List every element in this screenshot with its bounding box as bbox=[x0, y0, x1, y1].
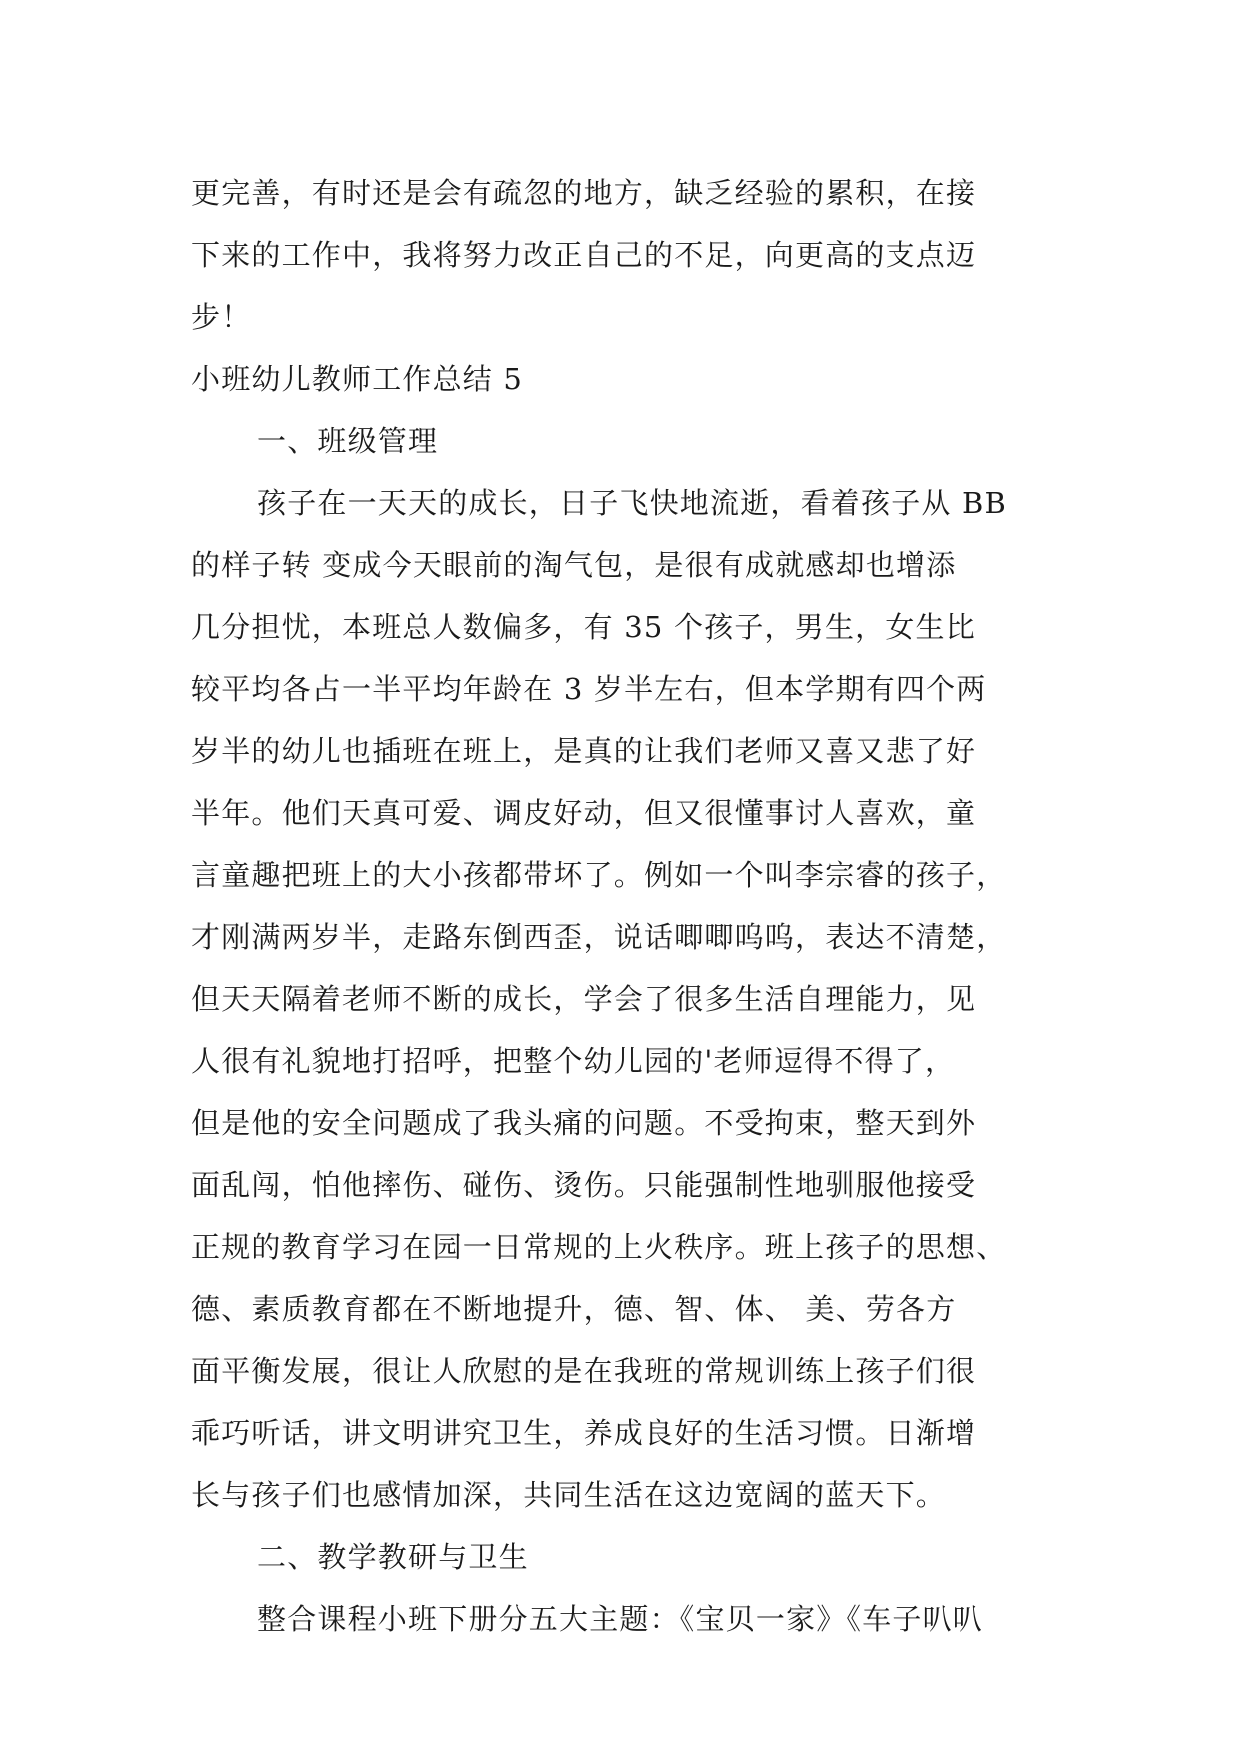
paragraph-line: 面乱闯，怕他摔伤、碰伤、烫伤。只能强制性地驯服他接受 bbox=[191, 1168, 977, 1202]
paragraph-line: 长与孩子们也感情加深，共同生活在这边宽阔的蓝天下。 bbox=[191, 1478, 947, 1512]
paragraph-line: 但天天隔着老师不断的成长，学会了很多生活自理能力，见 bbox=[191, 982, 977, 1016]
section-title: 小班幼儿教师工作总结 5 bbox=[191, 362, 524, 396]
paragraph-line: 德、素质教育都在不断地提升，德、智、体、 美、劳各方 bbox=[191, 1292, 957, 1326]
paragraph-line: 下来的工作中，我将努力改正自己的不足，向更高的支点迈 bbox=[191, 238, 977, 272]
paragraph-line: 步！ bbox=[191, 300, 252, 334]
subsection-heading: 二、教学教研与卫生 bbox=[257, 1540, 529, 1574]
paragraph-line: 但是他的安全问题成了我头痛的问题。不受拘束，整天到外 bbox=[191, 1106, 977, 1140]
paragraph-line: 人很有礼貌地打招呼，把整个幼儿园的'老师逗得不得了， bbox=[191, 1044, 956, 1078]
paragraph-line: 才刚满两岁半，走路东倒西歪，说话唧唧呜呜，表达不清楚， bbox=[191, 920, 1007, 954]
paragraph-line: 正规的教育学习在园一日常规的上火秩序。班上孩子的思想、 bbox=[191, 1230, 1007, 1264]
paragraph-line: 的样子转 变成今天眼前的淘气包，是很有成就感却也增添 bbox=[191, 548, 957, 582]
paragraph-line: 面平衡发展，很让人欣慰的是在我班的常规训练上孩子们很 bbox=[191, 1354, 977, 1388]
document-body bbox=[191, 162, 1051, 1650]
paragraph-line: 整合课程小班下册分五大主题：《宝贝一家》《车子叭叭 bbox=[257, 1602, 984, 1636]
paragraph-line: 言童趣把班上的大小孩都带坏了。例如一个叫李宗睿的孩子， bbox=[191, 858, 1007, 892]
paragraph-line: 几分担忧，本班总人数偏多，有 35 个孩子，男生，女生比 bbox=[191, 610, 976, 644]
paragraph-line: 更完善，有时还是会有疏忽的地方，缺乏经验的累积，在接 bbox=[191, 176, 977, 210]
paragraph-line: 较平均各占一半平均年龄在 3 岁半左右，但本学期有四个两 bbox=[191, 672, 987, 706]
paragraph-line: 半年。他们天真可爱、调皮好动，但又很懂事讨人喜欢，童 bbox=[191, 796, 977, 830]
paragraph-line: 岁半的幼儿也插班在班上，是真的让我们老师又喜又悲了好 bbox=[191, 734, 977, 768]
paragraph-line: 孩子在一天天的成长，日子飞快地流逝，看着孩子从 BB bbox=[257, 486, 1008, 520]
subsection-heading: 一、班级管理 bbox=[257, 424, 439, 458]
paragraph-line: 乖巧听话，讲文明讲究卫生，养成良好的生活习惯。日渐增 bbox=[191, 1416, 977, 1450]
